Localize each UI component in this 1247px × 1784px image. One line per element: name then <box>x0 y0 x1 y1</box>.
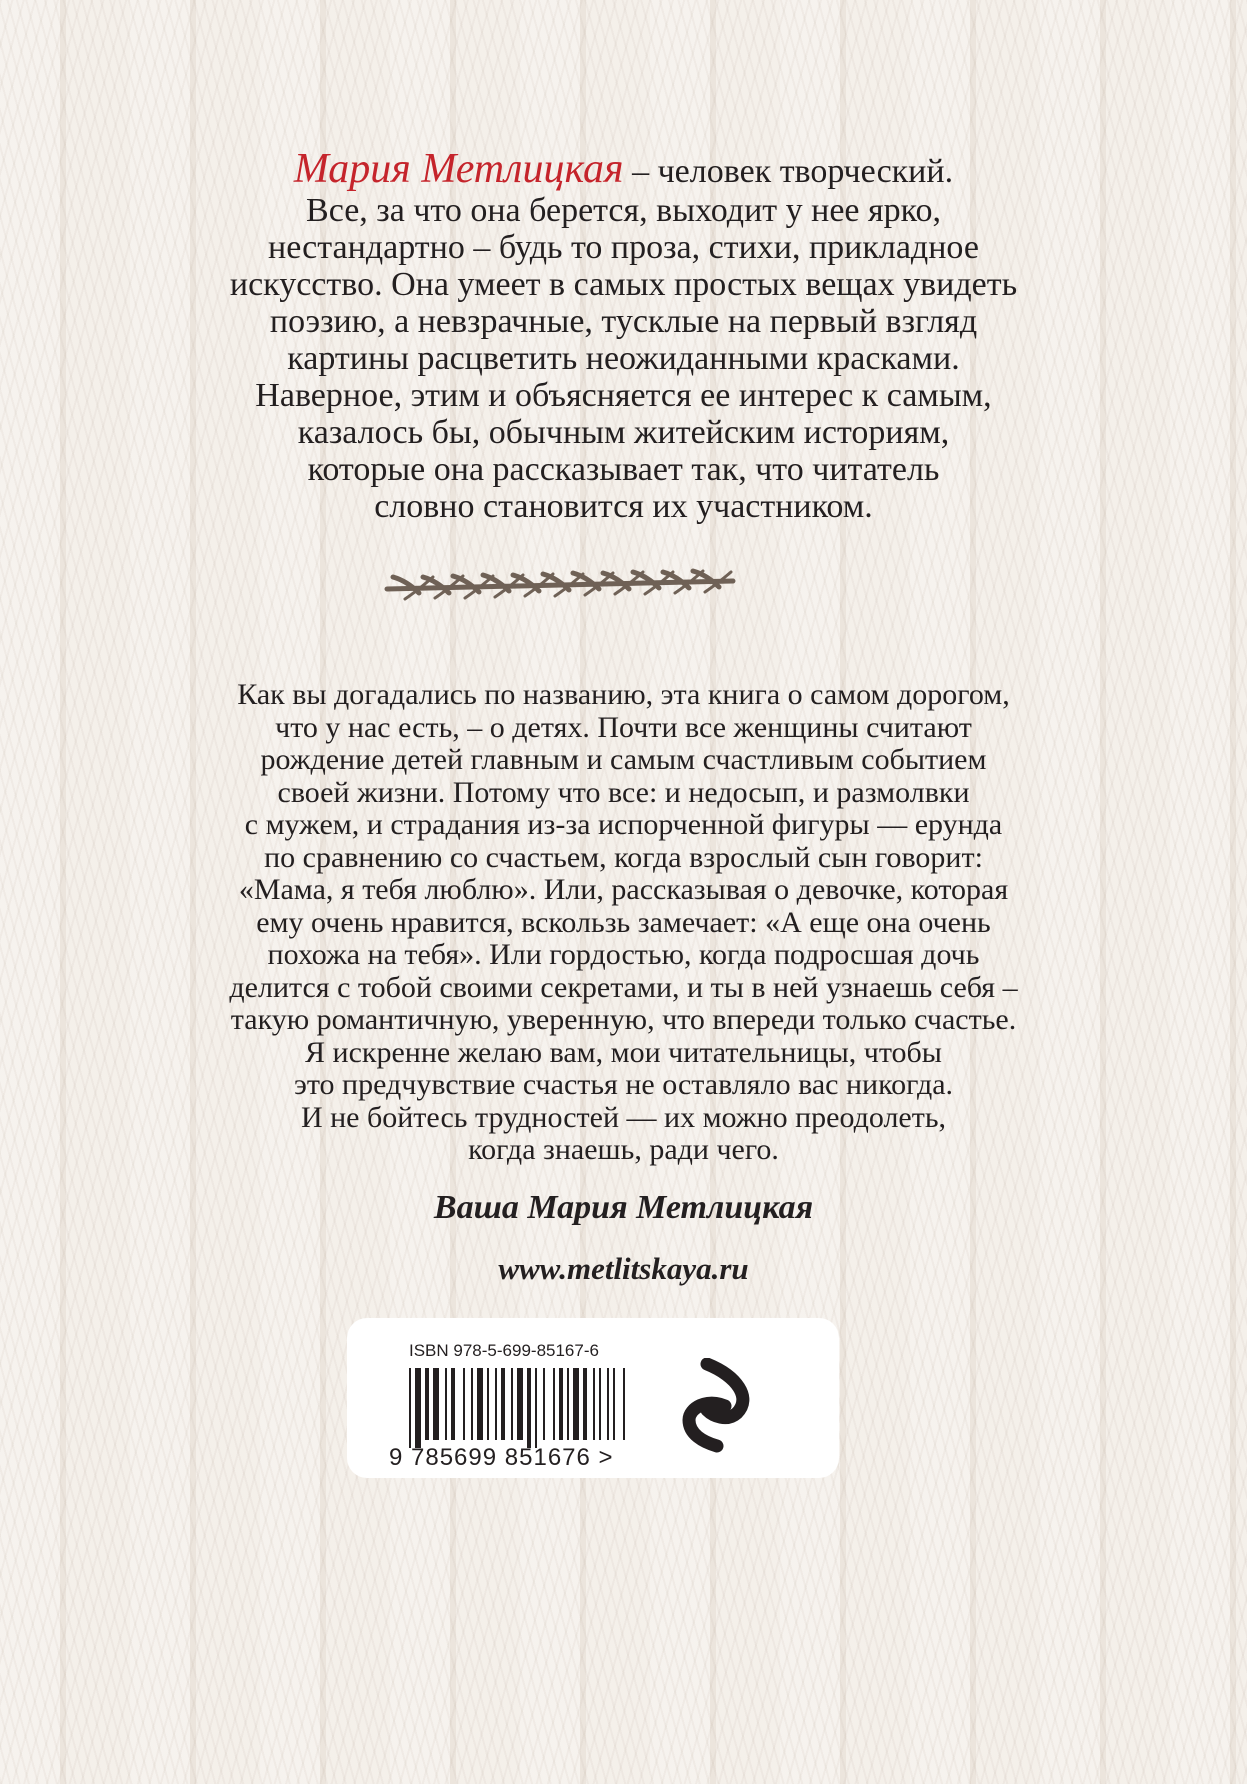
bio-line: искусство. Она умеет в самых простых вещах увидеть <box>229 266 1018 303</box>
eksmo-logo-icon <box>677 1358 757 1453</box>
barcode-bar <box>495 1368 497 1440</box>
letter-line: Как вы догадались по названию, эта книга о самом дорогом, <box>237 678 1010 711</box>
barcode-digits: 9 785699 851676 > <box>389 1444 614 1471</box>
barcode-bar <box>425 1368 429 1440</box>
letter-line: это предчувствие счастья не оставляло вас никогда. <box>293 1068 954 1101</box>
barcode-bar <box>543 1368 545 1440</box>
barcode-bar <box>607 1368 609 1440</box>
author-letter <box>0 679 1247 1167</box>
isbn-label: ISBN 978-5-699-85167-6 <box>409 1341 599 1360</box>
barcode-bar <box>593 1368 595 1440</box>
letter-line: похожа на тебя». Или гордостью, когда подросшая дочь <box>267 938 980 971</box>
bio-line: казалось бы, обычным житейским историям, <box>297 414 950 451</box>
barcode-bar <box>527 1368 531 1448</box>
barcode-bar <box>487 1368 489 1440</box>
author-name: Мария Метлицкая <box>293 146 624 192</box>
bio-line <box>0 148 1247 192</box>
barcode-bar <box>511 1368 513 1440</box>
barcode-bar <box>501 1368 505 1440</box>
bio-line: словно становится их участником. <box>374 488 873 525</box>
barcode-bar <box>433 1368 439 1440</box>
letter-line: что у нас есть, – о детях. Почти все женщины считают <box>275 710 972 744</box>
letter-line: по сравнению со счастьем, когда взрослый сын говорит: <box>264 840 983 874</box>
letter-line: «Мама, я тебя люблю». Или, рассказывая о девочке, которая <box>238 873 1009 906</box>
letter-line: делится с тобой своими секретами, и ты в ней узнаешь себя – <box>229 970 1018 1004</box>
barcode-bar <box>445 1368 447 1440</box>
barcode <box>409 1368 629 1448</box>
barcode-bar <box>559 1368 563 1440</box>
barcode-bar <box>535 1368 537 1448</box>
author-bio <box>0 148 1247 525</box>
barcode-bar <box>583 1368 587 1440</box>
bio-line-text: – человек творческий. <box>623 153 954 190</box>
letter-line: такую романтичную, уверенную, что впереди только счастье. <box>230 1003 1017 1036</box>
bio-line: которые она рассказывает так, что читатель <box>307 451 940 488</box>
letter-line: когда знаешь, ради чего. <box>468 1133 779 1166</box>
barcode-bar <box>471 1368 473 1440</box>
bio-line: нестандартно – будь то проза, стихи, прикладное <box>268 229 979 266</box>
braid-divider-icon <box>383 563 743 609</box>
barcode-bar <box>517 1368 523 1440</box>
bio-line: Наверное, этим и объясняется ее интерес к самым, <box>255 377 992 414</box>
barcode-bar <box>613 1368 615 1440</box>
barcode-bar <box>463 1368 465 1440</box>
barcode-bar <box>553 1368 555 1440</box>
barcode-bar <box>599 1368 601 1440</box>
isbn-panel <box>347 1318 839 1478</box>
signature: Ваша Мария Метлицкая <box>433 1189 814 1226</box>
letter-line: ему очень нравится, вскользь замечает: «А еще она очень <box>256 905 991 939</box>
barcode-bar <box>573 1368 579 1440</box>
bio-line: поэзию, а невзрачные, тусклые на первый взгляд <box>269 303 978 340</box>
barcode-bar <box>409 1368 411 1448</box>
letter-line: с мужем, и страдания из-за испорченной фигуры — ерунда <box>244 808 1003 841</box>
website-link[interactable]: www.metlitskaya.ru <box>498 1251 749 1286</box>
letter-line: И не бойтесь трудностей — их можно преодолеть, <box>300 1100 947 1134</box>
letter-line: рождение детей главным и самым счастливым событием <box>260 743 987 776</box>
barcode-bar <box>415 1368 421 1448</box>
barcode-bar <box>451 1368 455 1440</box>
barcode-bar <box>567 1368 569 1440</box>
bio-line: картины расцветить неожиданными красками. <box>287 340 960 377</box>
letter-line: своей жизни. Потому что все: и недосып, и размолвки <box>277 775 970 809</box>
letter-line: Я искренне желаю вам, мои читательницы, чтобы <box>305 1035 942 1069</box>
bio-line: Все, за что она берется, выходит у нее ярко, <box>306 192 941 229</box>
barcode-bar <box>477 1368 483 1440</box>
barcode-bar <box>623 1368 625 1440</box>
